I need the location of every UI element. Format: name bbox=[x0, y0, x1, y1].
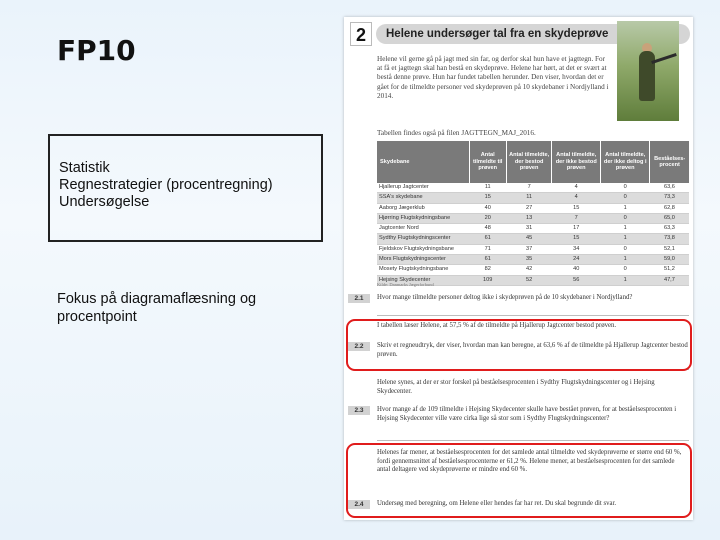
table-cell-value: 52,1 bbox=[650, 244, 689, 254]
table-row bbox=[377, 255, 689, 265]
question-number: 2.2 bbox=[348, 342, 370, 351]
table-row bbox=[377, 203, 689, 213]
table-cell-value: 34 bbox=[552, 244, 601, 254]
task-heading: Helene undersøger tal fra en skydeprøve bbox=[376, 24, 690, 44]
table-cell-value: 52 bbox=[506, 275, 551, 285]
table-cell-value: 20 bbox=[469, 213, 506, 223]
table-cell-value: 1 bbox=[601, 234, 650, 244]
table-cell-value: 7 bbox=[506, 183, 551, 193]
table-cell-value: 63,6 bbox=[650, 183, 689, 193]
table-cell-value: 0 bbox=[601, 265, 650, 275]
table-cell-value: 15 bbox=[552, 203, 601, 213]
shooting-table bbox=[377, 141, 689, 286]
table-cell-name: SSA's skydebane bbox=[377, 193, 469, 203]
table-cell-value: 59,0 bbox=[650, 255, 689, 265]
table-cell-name: Fjeldskov Flugtskydningsbane bbox=[377, 244, 469, 254]
table-cell-value: 61 bbox=[469, 255, 506, 265]
topics-box bbox=[48, 134, 323, 242]
table-header-row bbox=[377, 141, 689, 183]
table-cell-value: 17 bbox=[552, 224, 601, 234]
task-number: 2 bbox=[350, 22, 372, 46]
table-cell-value: 1 bbox=[601, 203, 650, 213]
question-text: Hvor mange tilmeldte personer deltog ikke i skydeprøven på de 10 skydebaner i Nordjylland? bbox=[377, 294, 633, 301]
highlight-frame bbox=[346, 319, 692, 371]
table-cell-value: 7 bbox=[552, 213, 601, 223]
table-cell-value: 62,8 bbox=[650, 203, 689, 213]
question-number: 2.4 bbox=[348, 500, 370, 509]
table-row bbox=[377, 265, 689, 275]
table-cell-name: Mosety Flugtskydningsbane bbox=[377, 265, 469, 275]
divider bbox=[377, 315, 689, 316]
table-cell-value: 13 bbox=[506, 213, 551, 223]
col-header: Antal tilmeldte, der ikke deltog i prøven bbox=[601, 141, 650, 183]
table-row bbox=[377, 234, 689, 244]
table-cell-value: 61 bbox=[469, 234, 506, 244]
table-cell-value: 40 bbox=[469, 203, 506, 213]
table-cell-name: Hejsing Skydecenter bbox=[377, 275, 469, 285]
topic-line: Statistik bbox=[59, 160, 110, 176]
table-cell-value: 35 bbox=[506, 255, 551, 265]
table-source: Kilde: Danmarks Jægerforbund bbox=[377, 282, 434, 287]
table-cell-name: Hjallerup Jagtcenter bbox=[377, 183, 469, 193]
table-cell-value: 63,3 bbox=[650, 224, 689, 234]
table-cell-value: 73,8 bbox=[650, 234, 689, 244]
question-text: Helenes far mener, at beståelsesprocenten for det samlede antal tilmeldte ved skydeprøverne er større end 60 %, fordi gennemsnittet af beståelsesprocenterne er 61,2 %. Helene mener, at beståelsesprocenten for det samlede antal deltagere ved skydeprøverne er mindre end 60 %. bbox=[377, 449, 682, 474]
table-cell-value: 24 bbox=[552, 255, 601, 265]
topic-line: Undersøgelse bbox=[59, 194, 150, 210]
question-text: Helene synes, at der er stor forskel på beståelsesprocenten i Sydthy Flugtskydningscenter og i Hejsing Skydecenter. bbox=[377, 379, 655, 395]
table-caption: Tabellen findes også på filen JAGTTEGN_MAJ_2016. bbox=[377, 129, 536, 137]
table-cell-name: Hjørring Flugtskydningsbane bbox=[377, 213, 469, 223]
col-header: Antal tilmeldte til prøven bbox=[469, 141, 506, 183]
table-row bbox=[377, 224, 689, 234]
table-cell-value: 0 bbox=[601, 213, 650, 223]
table-cell-value: 11 bbox=[469, 183, 506, 193]
table-cell-value: 42 bbox=[506, 265, 551, 275]
table-cell-value: 109 bbox=[469, 275, 506, 285]
table-cell-value: 0 bbox=[601, 183, 650, 193]
question-text: I tabellen læser Helene, at 57,5 % af de tilmeldte på Hjallerup Jagtcenter bestod prøven. bbox=[377, 322, 617, 329]
hunter-photo bbox=[617, 21, 679, 121]
table-cell-value: 31 bbox=[506, 224, 551, 234]
question-text: Hvor mange af de 109 tilmeldte i Hejsing Skydecenter skulle have bestået prøven, for at beståelsesprocenten i Hejsing Skydecenter ville være cirka lige så stor som i Sydthy Flugtskydningscenter? bbox=[377, 406, 677, 422]
table-cell-value: 27 bbox=[506, 203, 551, 213]
table-cell-value: 1 bbox=[601, 224, 650, 234]
table-cell-value: 48 bbox=[469, 224, 506, 234]
col-header: Beståelses-procent bbox=[650, 141, 689, 183]
table-cell-value: 0 bbox=[601, 244, 650, 254]
table-cell-value: 65,0 bbox=[650, 213, 689, 223]
intro-text: Helene vil gerne gå på jagt med sin far, og derfor skal hun have et jagttegn. For at få et jagttegn skal han bestå en skydeprøve. Helene har hørt, at det er svært at bestå denne prøve. Hun har fundet tabellen herunder. Den viser, hvordan det er gået for de tilmeldte personer ved skydeprøven på 10 skydebaner i Nordjylland i 2014. bbox=[377, 55, 609, 100]
table-cell-value: 0 bbox=[601, 193, 650, 203]
table-cell-value: 15 bbox=[552, 234, 601, 244]
table-cell-value: 15 bbox=[469, 193, 506, 203]
table-cell-value: 73,3 bbox=[650, 193, 689, 203]
question-text: Undersøg med beregning, om Helene eller hendes far har ret. Du skal begrunde dit svar. bbox=[377, 500, 617, 507]
table-cell-name: Aaborg Jægerklub bbox=[377, 203, 469, 213]
photo-person bbox=[639, 51, 655, 101]
col-header: Antal tilmeldte, der ikke bestod prøven bbox=[552, 141, 601, 183]
table-cell-value: 4 bbox=[552, 183, 601, 193]
table-cell-name: Sydthy Flugtskydningscenter bbox=[377, 234, 469, 244]
table-cell-value: 40 bbox=[552, 265, 601, 275]
table-row bbox=[377, 213, 689, 223]
table-cell-value: 4 bbox=[552, 193, 601, 203]
photo-gun bbox=[651, 53, 677, 64]
table-cell-value: 1 bbox=[601, 255, 650, 265]
table-cell-value: 82 bbox=[469, 265, 506, 275]
question-number: 2.3 bbox=[348, 406, 370, 415]
table-cell-value: 45 bbox=[506, 234, 551, 244]
table-cell-value: 51,2 bbox=[650, 265, 689, 275]
table-row bbox=[377, 244, 689, 254]
table-cell-value: 1 bbox=[601, 275, 650, 285]
table-cell-value: 56 bbox=[552, 275, 601, 285]
table-row bbox=[377, 193, 689, 203]
question-number: 2.1 bbox=[348, 294, 370, 303]
table-cell-value: 37 bbox=[506, 244, 551, 254]
focus-text: Fokus på diagramaflæsning og procentpoint bbox=[57, 291, 257, 325]
highlight-frame bbox=[346, 443, 692, 518]
table-row bbox=[377, 183, 689, 193]
table-cell-name: Mors Flugtskydningscenter bbox=[377, 255, 469, 265]
table-cell-name: Jagtcenter Nord bbox=[377, 224, 469, 234]
col-header: Skydebane bbox=[377, 141, 469, 183]
col-header: Antal tilmeldte, der bestod prøven bbox=[506, 141, 551, 183]
question-text: Skriv et regneudtryk, der viser, hvordan man kan beregne, at 63,6 % af de tilmeldte på Hjallerup Jagtcenter bestod prøven. bbox=[377, 342, 688, 358]
table-cell-value: 47,7 bbox=[650, 275, 689, 285]
divider bbox=[377, 440, 689, 441]
table-cell-value: 71 bbox=[469, 244, 506, 254]
topic-line: Regnestrategier (procentregning) bbox=[59, 177, 273, 193]
table-cell-value: 11 bbox=[506, 193, 551, 203]
slide-title: FP10 bbox=[57, 34, 136, 67]
